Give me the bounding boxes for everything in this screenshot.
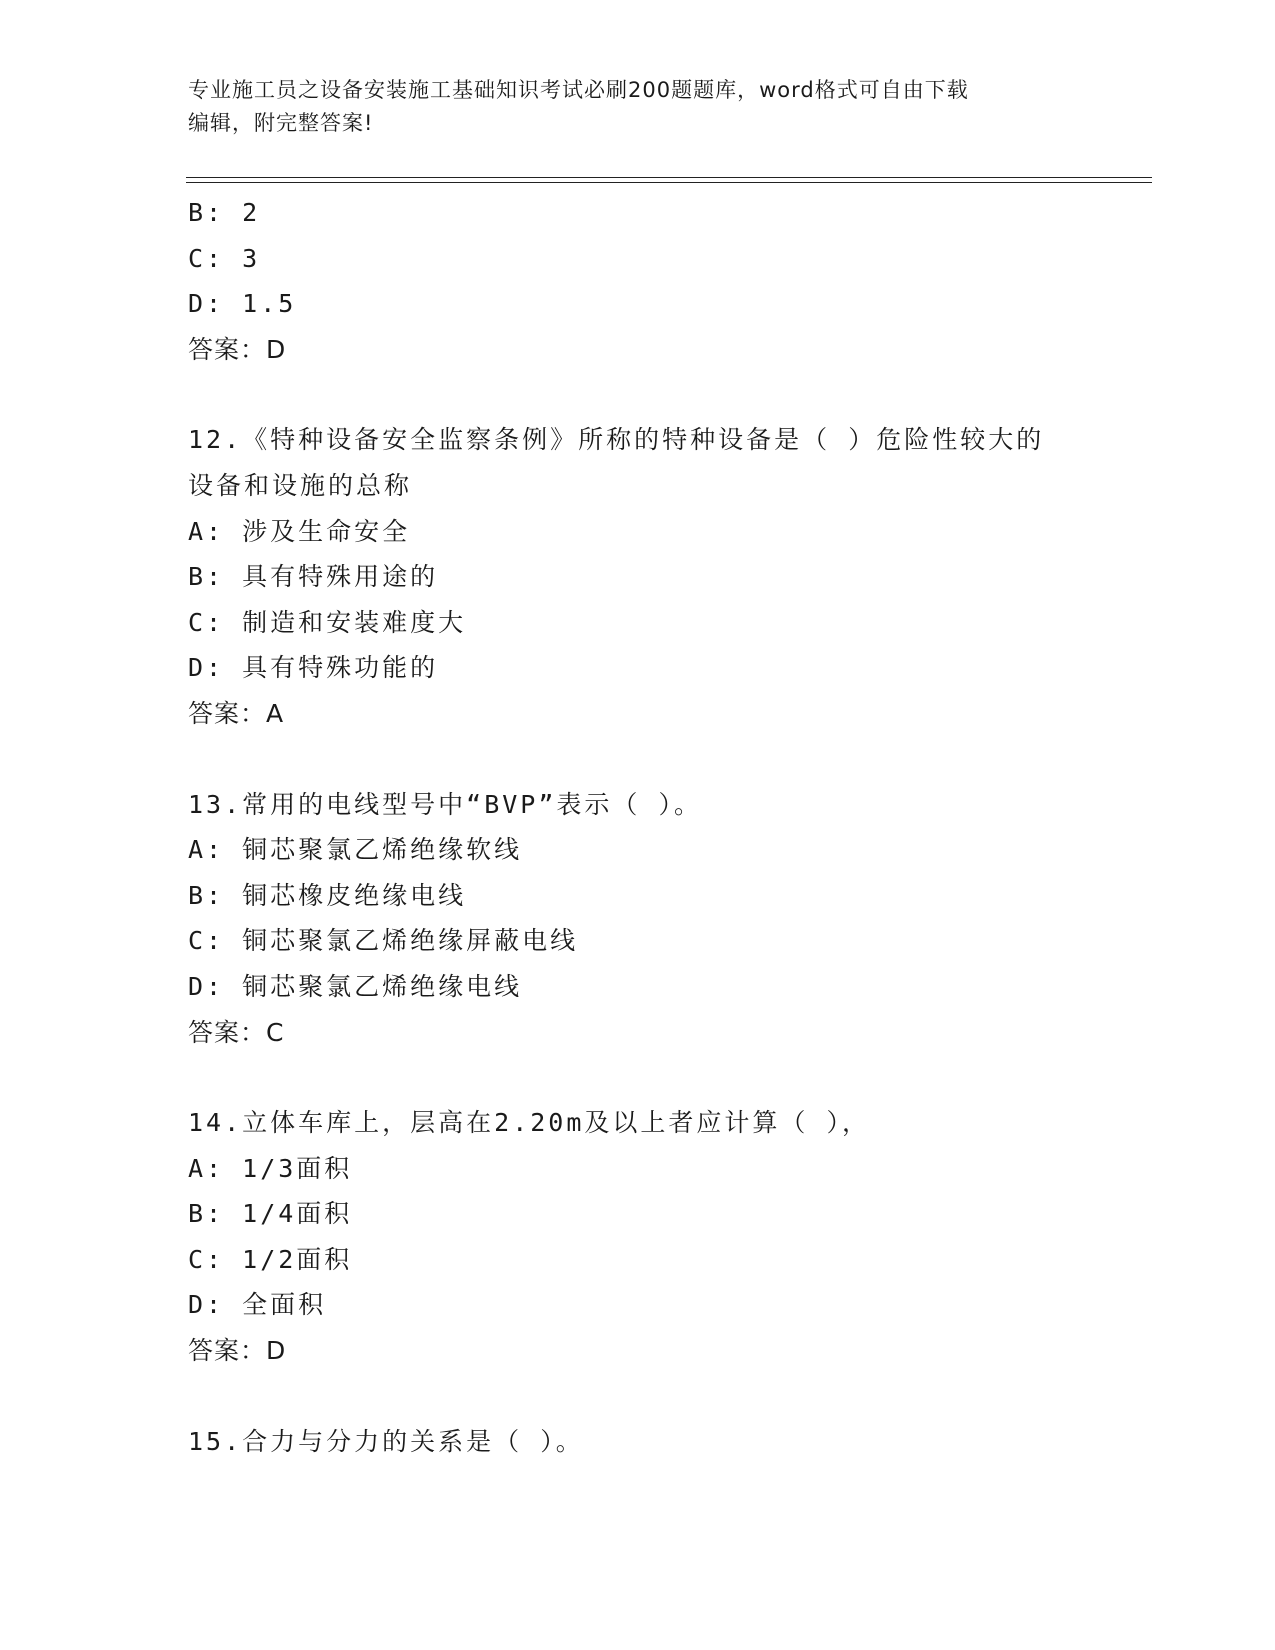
question-list	[188, 190, 1088, 1464]
header-line-1: 专业施工员之设备安装施工基础知识考试必刷200题题库，word格式可自由下载	[188, 78, 969, 102]
question-15	[188, 1419, 1088, 1465]
option-d: D: 具有特殊功能的	[188, 653, 439, 683]
question-stem-cont: 设备和设施的总称	[188, 470, 413, 500]
option-b: B: 1/4面积	[188, 1199, 353, 1229]
question-14	[188, 1100, 1088, 1374]
question-stem: 13.常用的电线型号中“BVP”表示（ ）。	[188, 789, 702, 819]
option-a: A: 涉及生命安全	[188, 516, 411, 546]
option-b: B: 具有特殊用途的	[188, 562, 439, 592]
option-c: C: 制造和安装难度大	[188, 607, 467, 637]
option-d: D: 1.5	[188, 289, 297, 319]
option-d: D: 铜芯聚氯乙烯绝缘电线	[188, 971, 523, 1001]
question-stem: 15.合力与分力的关系是（ ）。	[188, 1426, 584, 1456]
answer-line: 答案：A	[188, 698, 285, 728]
question-12	[188, 417, 1088, 736]
header-rule-bottom	[186, 182, 1152, 183]
header-line-2: 编辑，附完整答案!	[188, 111, 374, 135]
option-d: D: 全面积	[188, 1290, 327, 1320]
option-a: A: 1/3面积	[188, 1153, 353, 1183]
answer-line: 答案：D	[188, 1336, 287, 1366]
option-c: C: 铜芯聚氯乙烯绝缘屏蔽电线	[188, 926, 579, 956]
answer-line: 答案：C	[188, 1017, 285, 1047]
question-stem: 12.《特种设备安全监察条例》所称的特种设备是（ ）危险性较大的	[188, 425, 1045, 455]
option-b: B: 2	[188, 198, 261, 227]
document-header	[188, 74, 1088, 140]
header-rule-top	[186, 177, 1152, 178]
question-13	[188, 782, 1088, 1056]
question-11	[188, 190, 1088, 372]
option-c: C: 3	[188, 243, 261, 273]
option-b: B: 铜芯橡皮绝缘电线	[188, 880, 467, 910]
answer-line: 答案：D	[188, 334, 287, 364]
option-c: C: 1/2面积	[188, 1244, 353, 1274]
option-a: A: 铜芯聚氯乙烯绝缘软线	[188, 835, 523, 865]
question-stem: 14.立体车库上，层高在2.20m及以上者应计算（ ），	[188, 1108, 870, 1138]
